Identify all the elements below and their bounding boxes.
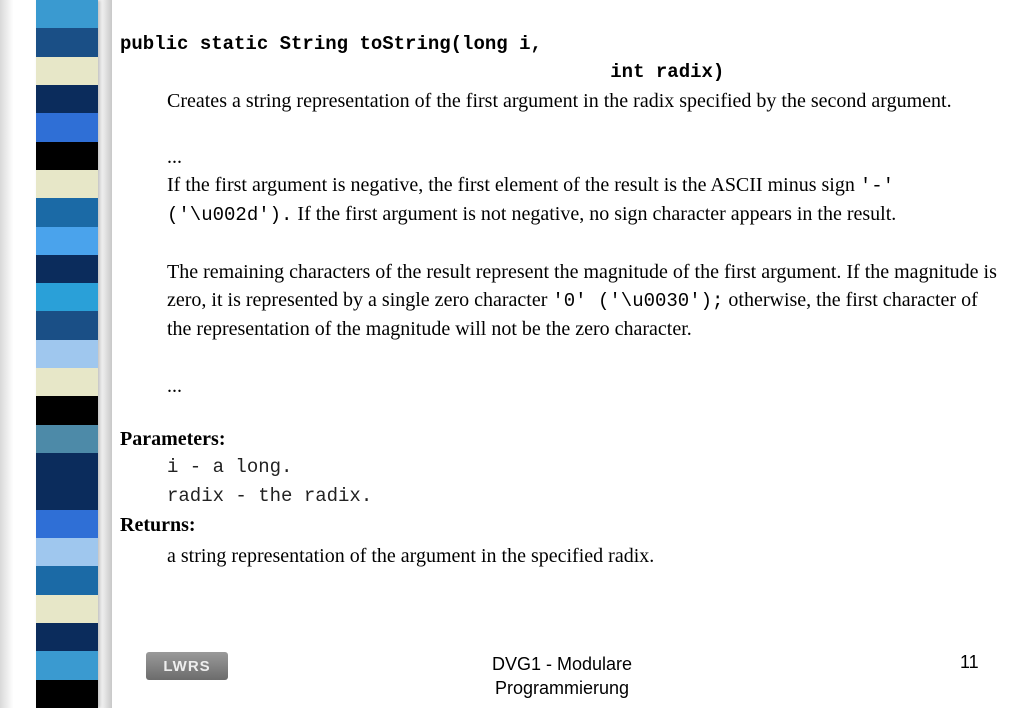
parameter-i: i - a long. xyxy=(167,456,293,478)
stripe-block xyxy=(36,28,98,56)
signature-line-2-text: int radix) xyxy=(610,61,725,83)
para3-text-b: otherwise, the first character of the representation of the magnitude will not be the zero character. xyxy=(167,289,978,340)
returns-text: a string representation of the argument in the specified radix. xyxy=(167,545,655,567)
stripe-block xyxy=(36,425,98,453)
returns-heading: Returns: xyxy=(120,514,196,536)
parameters-heading: Parameters: xyxy=(120,428,226,450)
stripe-block xyxy=(36,311,98,339)
stripe-block xyxy=(36,481,98,509)
ellipsis-2: ... xyxy=(167,375,182,397)
stripe-block xyxy=(36,255,98,283)
stripe-block xyxy=(36,538,98,566)
stripe-block xyxy=(36,170,98,198)
institution-logo: LWRS xyxy=(146,652,228,680)
stripe-block xyxy=(36,0,98,28)
method-signature xyxy=(120,30,724,86)
stripe-block xyxy=(36,142,98,170)
page-number: 11 xyxy=(960,652,979,672)
stripe-block xyxy=(36,595,98,623)
stripe-block xyxy=(36,57,98,85)
stripe-block xyxy=(36,453,98,481)
signature-line-1: public static String toString(long i, xyxy=(120,33,542,55)
stripe-block xyxy=(36,340,98,368)
para2-text-a: If the first argument is negative, the first element of the result is the ASCII minus sign xyxy=(167,174,860,196)
stripe-block xyxy=(36,85,98,113)
para2-code: '-' ('\u002d'). xyxy=(167,175,895,226)
stripe-block xyxy=(36,566,98,594)
para2-text-b: If the first argument is not negative, no sign character appears in the result. xyxy=(292,203,897,225)
stripe-block xyxy=(36,396,98,424)
stripe-block xyxy=(36,510,98,538)
para3-code: '0' ('\u0030'); xyxy=(552,290,724,312)
stripe-block xyxy=(36,623,98,651)
stripe-block xyxy=(36,368,98,396)
description-paragraph-2 xyxy=(167,171,1002,229)
stripe-block xyxy=(36,651,98,679)
footer-course-title: DVG1 - Modulare Programmierung xyxy=(491,654,633,698)
ellipsis-1: ... xyxy=(167,146,182,168)
stripe-block xyxy=(36,680,98,708)
description-paragraph-1: Creates a string representation of the first argument in the radix specified by the second argument. xyxy=(167,90,952,112)
description-paragraph-3 xyxy=(167,258,997,343)
para3-text-a: The remaining characters of the result represent the magnitude of the first argument. If the magnitude is zero, it is represented by a single zero character xyxy=(167,261,997,311)
stripe-block xyxy=(36,283,98,311)
stripe-block xyxy=(36,227,98,255)
stripe-block xyxy=(36,113,98,141)
decorative-stripe xyxy=(36,0,98,708)
stripe-block xyxy=(36,198,98,226)
signature-line-2 xyxy=(120,61,610,83)
parameter-radix: radix - the radix. xyxy=(167,485,373,507)
